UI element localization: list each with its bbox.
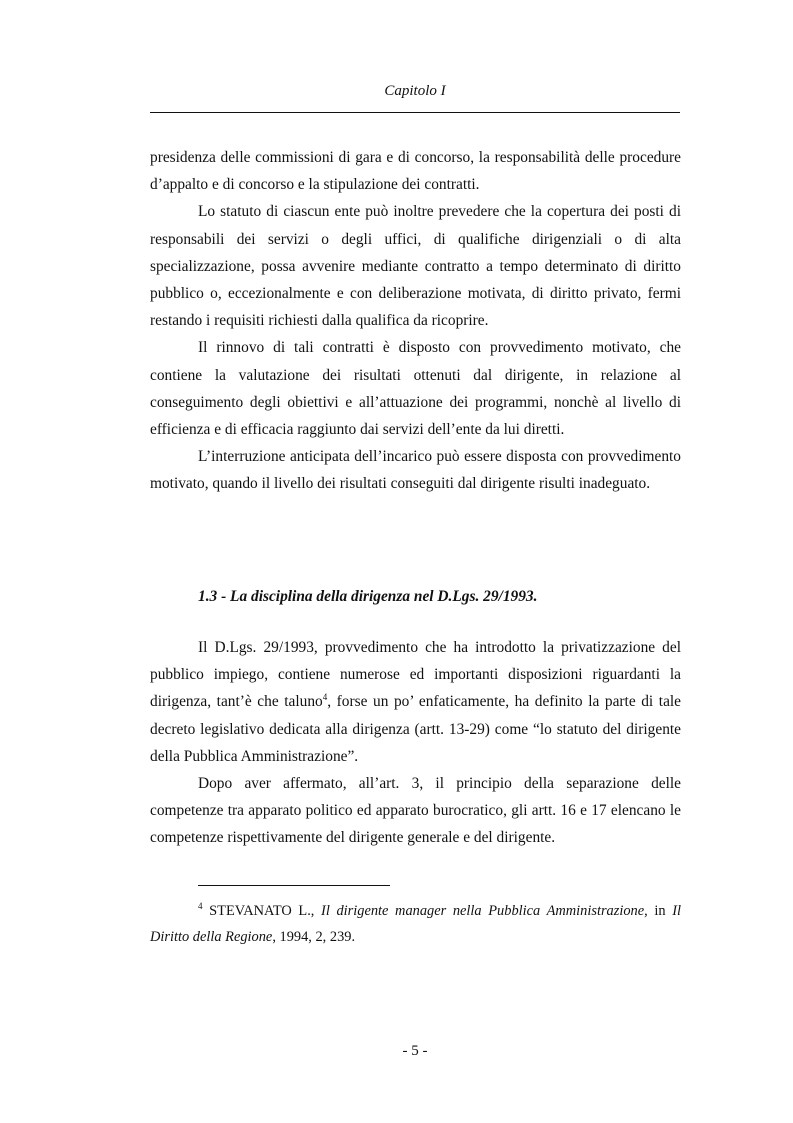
paragraph-5-end: , forse un po’ enfaticamente, ha definito la parte di tale decreto legislativo dedicata alla dirigenza (artt. 13-29) come “lo statuto del dirigente della Pubblica Amministrazione”. <box>150 693 682 765</box>
footnote-mid: , in <box>644 903 673 919</box>
paragraph-2: Lo statuto di ciascun ente può inoltre prevedere che la copertura dei posti di responsabili dei servizi o degli uffici, di qualifiche dirigenziali o di alta specializzazione, possa avvenire mediante contratto a tempo determinato di diritto pubblico o, eccezionalmente e con deliberazione motivata, di diritto privato, fermi restando i requisiti richiesti dalla qualifica da ricoprire. <box>150 203 681 330</box>
paragraph-5 <box>150 634 681 770</box>
paragraph-4: L’interruzione anticipata dell’incarico può essere disposta con provvedimento motivato, quando il livello dei risultati conseguiti dal dirigente risulti inadeguato. <box>150 448 681 493</box>
paragraph-5-start: Il D.Lgs. 29/1993, provvedimento che ha introdotto la privatizzazione del pubblico impiego, contiene numerose ed importanti disposizioni riguardanti la dirigenza, tant’è che taluno <box>150 639 681 711</box>
section-2-text <box>150 634 681 852</box>
footnote-reference[interactable]: 4 <box>322 692 328 703</box>
header-rule <box>150 112 680 113</box>
running-header: Capitolo I <box>384 83 446 99</box>
footnote <box>150 898 681 950</box>
section-1-text <box>150 144 681 498</box>
paragraph-1: presidenza delle commissioni di gara e di concorso, la responsabilità delle procedure d’appalto e di concorso e la stipulazione dei contratti. <box>150 149 681 194</box>
footnote-author-initial: S <box>209 903 218 919</box>
paragraph-3: Il rinnovo di tali contratti è disposto con provvedimento motivato, che contiene la valutazione dei risultati ottenuti dal dirigente, in relazione al conseguimento degli obiettivi e all’attuazione dei programmi, nonchè al livello di efficienza e di efficacia raggiunto dai servizi dell’ente da lui diretti. <box>150 339 681 439</box>
footnote-rest: , 1994, 2, 239. <box>272 929 356 945</box>
footnote-author-surname: TEVANATO <box>217 903 292 919</box>
page-number: - 5 - <box>402 1043 428 1059</box>
footnote-title: Il dirigente manager nella Pubblica Amministrazione <box>321 903 645 919</box>
section-heading: 1.3 - La disciplina della dirigenza nel D.Lgs. 29/1993. <box>198 588 538 605</box>
footnote-journal: Il Diritto della Regione <box>150 903 681 945</box>
paragraph-6: Dopo aver affermato, all’art. 3, il principio della separazione delle competenze tra apparato politico ed apparato burocratico, gli artt. 16 e 17 elencano le competenze rispettivamente del dirigente generale e del dirigente. <box>150 775 681 847</box>
footnote-author-suffix: L., <box>291 903 322 919</box>
footnote-separator <box>198 885 390 886</box>
footnote-number: 4 <box>198 901 203 912</box>
